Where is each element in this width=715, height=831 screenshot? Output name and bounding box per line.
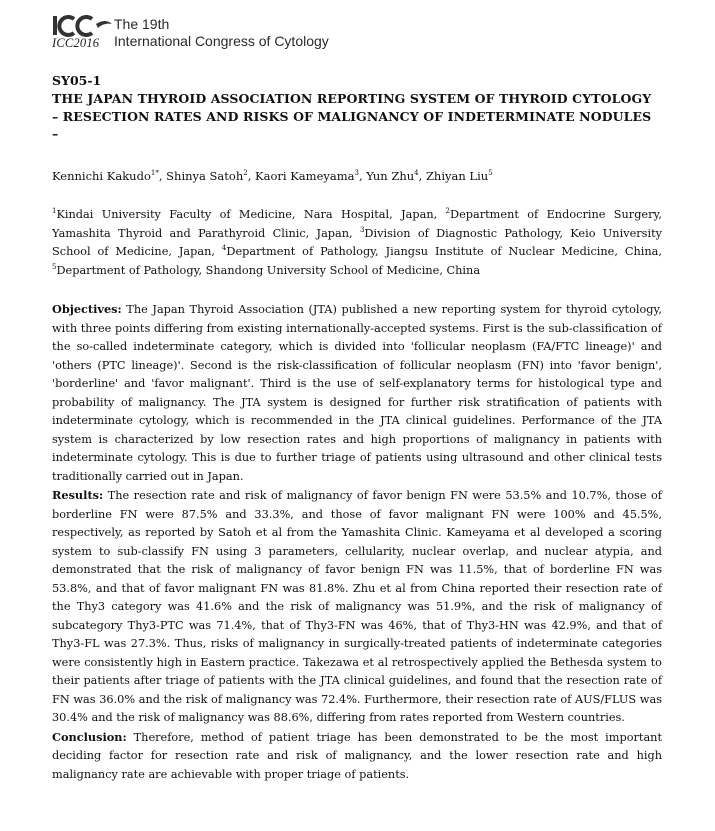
author-list: Kennichi Kakudo$^{1*}$, Shinya Satoh$^2$, Kaori Kameyama$^3$, Yun Zhu$^4$, Zhiyan Liu$^5$ [52, 169, 493, 183]
icc-logo-icon [52, 14, 114, 38]
affiliation-mark: 1 [52, 207, 57, 216]
affiliation-text: Department of Pathology, Jiangsu Institute of Nuclear Medicine, China, [226, 245, 662, 258]
abstract-body [52, 300, 662, 784]
logo-text: ICC2016 [52, 36, 100, 50]
objectives-label: Objectives: [52, 302, 122, 316]
author-name: Shinya Satoh [166, 169, 244, 183]
conference-header [52, 14, 372, 54]
affiliation-mark: 4 [221, 244, 227, 253]
affiliation-mark: 2 [445, 207, 451, 216]
affiliation-text: Department of Endocrine Surgery, Yamashita Thyroid and Parathyroid Clinic, Japan, [52, 208, 662, 240]
icc-logo [52, 14, 114, 54]
conference-name: International Congress of Cytology [114, 33, 329, 49]
paper-title: THE JAPAN THYROID ASSOCIATION REPORTING SYSTEM OF THYROID CYTOLOGY – RESECTION RATES AND RISKS OF MALIGNANCY OF INDETERMINATE NODULES – [52, 91, 652, 141]
author-name: Kaori Kameyama [255, 169, 355, 183]
author-name: Zhiyan Liu [425, 169, 489, 183]
affiliation-mark: 5 [52, 262, 57, 271]
affiliation-mark: 3 [359, 225, 365, 234]
results-paragraph [52, 486, 662, 728]
author-affiliation-mark: 4 [414, 169, 419, 178]
author-affiliation-mark: 3 [354, 169, 359, 178]
author-affiliation-mark: 1* [150, 169, 159, 178]
session-code: SY05-1 [52, 73, 102, 88]
author-affiliation-mark: 5 [488, 169, 493, 178]
conference-edition: The 19th [114, 16, 170, 32]
author-name: Yun Zhu [366, 169, 415, 183]
affiliation-text: Division of Diagnostic Pathology, Keio University School of Medicine, Japan, [52, 226, 662, 258]
results-label: Results: [52, 488, 104, 502]
conclusion-paragraph [52, 728, 662, 785]
affiliation-text: Kindai University Faculty of Medicine, Nara Hospital, Japan, [56, 208, 446, 221]
affiliation-text: Department of Pathology, Shandong University School of Medicine, China [56, 263, 481, 277]
affiliations [52, 206, 662, 280]
author-name: Kennichi Kakudo [52, 169, 151, 183]
conference-title [114, 16, 329, 50]
author-affiliation-mark: 2 [243, 169, 248, 178]
objectives-text: The Japan Thyroid Association (JTA) published a new reporting system for thyroid cytology, with three points differing from existing internationally-accepted systems. First is the sub-classification of the so-called indeterminate category, which is divided into 'follicular neoplasm (FA/FTC lineage)' and 'others (PTC lineage)'. Second is the risk-classification of follicular neoplasm (FN) into 'favor benign', 'borderline' and 'favor malignant'. Third is the use of self-explanatory terms for histological type and probability of malignancy. The JTA system is designed for further risk stratification of patients with indeterminate cytology, which is recommended in the JTA clinical guidelines. Performance of the JTA system is characterized by low resection rates and high proportions of malignancy in patients with indeterminate cytology. This is due to further triage of patients using ultrasound and other clinical tests traditionally carried out in Japan. [52, 303, 662, 483]
conclusion-text: Therefore, method of patient triage has been demonstrated to be the most important deciding factor for resection rate and risk of malignancy, and the lower resection rate and high malignancy rate are achievable with proper triage of patients. [52, 730, 662, 781]
objectives-paragraph [52, 300, 662, 486]
conclusion-label: Conclusion: [52, 729, 127, 744]
results-text: The resection rate and risk of malignancy of favor benign FN were 53.5% and 10.7%, those of borderline FN were 87.5% and 33.3%, and those of favor malignant FN were 100% and 45.5%, respectively, as reported by Satoh et al from the Yamashita Clinic. Kameyama et al developed a scoring system to sub-classify FN using 3 parameters, cellularity, nuclear overlap, and nuclear atypia, and demonstrated that the risk of malignancy of favor benign FN was 11.5%, that of borderline FN was 53.8%, and that of favor malignant FN was 81.8%. Zhu et al from China reported their resection rate of the Thy3 category was 41.6% and the risk of malignancy was 51.9%, and the risk of malignancy of subcategory Thy3-PTC was 71.4%, that of Thy3-FN was 46%, that of Thy3-HN was 42.9%, and that of Thy3-FL was 27.3%. Thus, risks of malignancy in surgically-treated patients of indeterminate categories were consistently high in Eastern practice. Takezawa et al retrospectively applied the Bethesda system to their patients after triage of patients with the JTA clinical guidelines, and found that the resection rate of FN was 36.0% and the risk of malignancy was 72.4%. Furthermore, their resection rate of AUS/FLUS was 30.4% and the risk of malignancy was 88.6%, differing from rates reported from Western countries. [52, 489, 662, 724]
